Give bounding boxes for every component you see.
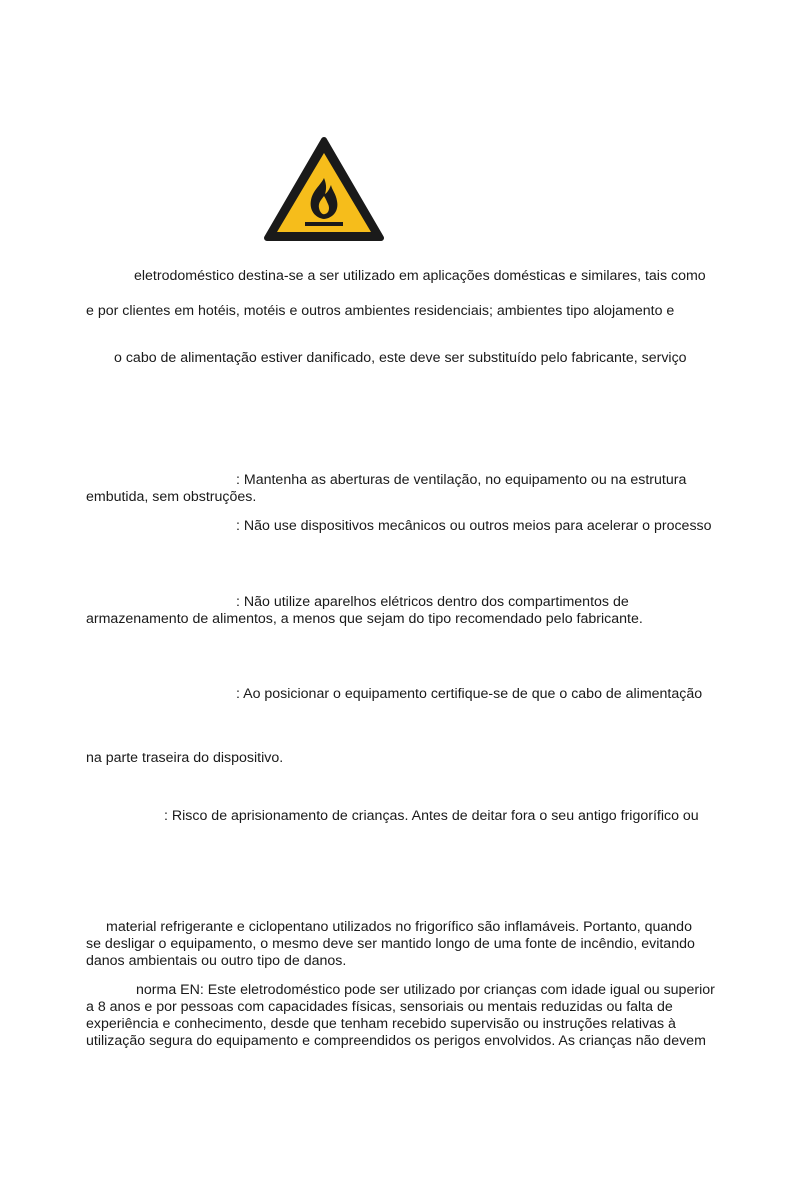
text-line: material refrigerante e ciclopentano utilizados no frigorífico são inflamáveis. Portanto, quando [106, 919, 692, 935]
text-line: : Não utilize aparelhos elétricos dentro dos compartimentos de [236, 594, 629, 610]
text-line: : Não use dispositivos mecânicos ou outros meios para acelerar o processo [236, 518, 712, 534]
text-line: se desligar o equipamento, o mesmo deve ser mantido longo de uma fonte de incêndio, evitando [86, 936, 695, 952]
text-line: norma EN: Este eletrodoméstico pode ser utilizado por crianças com idade igual ou superior [136, 982, 715, 998]
text-line: na parte traseira do dispositivo. [86, 750, 284, 766]
flame-base-bar [305, 222, 343, 226]
text-line: e por clientes em hotéis, motéis e outros ambientes residenciais; ambientes tipo alojamento e [86, 303, 675, 319]
text-line: : Ao posicionar o equipamento certifique-se de que o cabo de alimentação [236, 686, 703, 702]
text-line: a 8 anos e por pessoas com capacidades físicas, sensoriais ou mentais reduzidas ou falta de [86, 999, 673, 1015]
text-line: : Mantenha as aberturas de ventilação, no equipamento ou na estrutura [236, 472, 687, 488]
text-line: experiência e conhecimento, desde que tenham recebido supervisão ou instruções relativas à [86, 1016, 676, 1032]
text-line: : Risco de aprisionamento de crianças. Antes de deitar fora o seu antigo frigorífico ou [164, 808, 699, 824]
text-line: eletrodoméstico destina-se a ser utilizado em aplicações domésticas e similares, tais como [134, 268, 706, 284]
flammable-warning-sign [263, 136, 385, 244]
text-line: embutida, sem obstruções. [86, 489, 257, 505]
text-line: danos ambientais ou outro tipo de danos. [86, 953, 347, 969]
text-line: armazenamento de alimentos, a menos que sejam do tipo recomendado pelo fabricante. [86, 611, 643, 627]
text-line: o cabo de alimentação estiver danificado, este deve ser substituído pelo fabricante, serviço [114, 350, 687, 366]
text-line: utilização segura do equipamento e compreendidos os perigos envolvidos. As crianças não devem [86, 1033, 706, 1049]
